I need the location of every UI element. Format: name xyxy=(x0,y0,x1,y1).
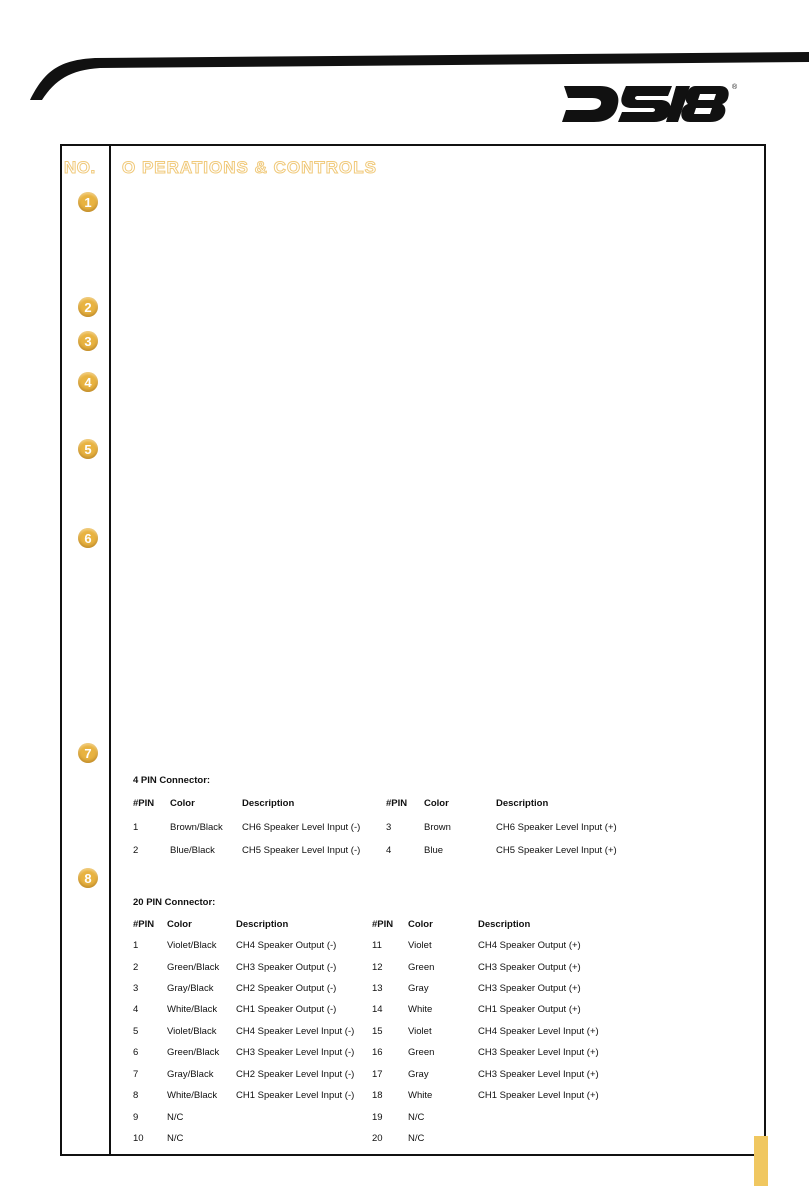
four-pin-header-color: Color xyxy=(170,798,195,809)
four-pin-header-pin: #PIN xyxy=(133,798,155,809)
table-cell: White/Black xyxy=(167,1004,218,1015)
four-pin-header-description-2: Description xyxy=(496,798,549,809)
table-cell: Gray xyxy=(408,1069,429,1080)
table-cell: 17 xyxy=(372,1069,383,1080)
table-cell: CH1 Speaker Level Input (+) xyxy=(478,1090,599,1101)
four-pin-header-description: Description xyxy=(242,798,295,809)
table-cell: 3 xyxy=(386,822,392,833)
table-cell: Green xyxy=(408,962,435,973)
marker-6: 6 xyxy=(78,528,98,548)
registered-mark: ® xyxy=(732,84,738,91)
table-cell: Blue xyxy=(424,845,444,856)
table-cell: Green/Black xyxy=(167,962,220,973)
twenty-pin-header-pin-2: #PIN xyxy=(372,919,394,930)
table-cell: Violet/Black xyxy=(167,1026,217,1037)
table-cell: Violet xyxy=(408,1026,432,1037)
table-cell: Brown/Black xyxy=(170,822,223,833)
table-cell: 4 xyxy=(133,1004,139,1015)
table-cell: 14 xyxy=(372,1004,383,1015)
table-cell: 1 xyxy=(133,822,139,833)
marker-2: 2 xyxy=(78,297,98,317)
table-cell: 13 xyxy=(372,983,383,994)
section-heading: O PERATIONS & CONTROLS xyxy=(122,158,377,177)
table-cell: CH2 Speaker Output (-) xyxy=(236,983,337,994)
table-cell: Violet xyxy=(408,940,432,951)
marker-7: 7 xyxy=(78,743,98,763)
table-cell: 8 xyxy=(133,1090,139,1101)
table-cell: 7 xyxy=(133,1069,139,1080)
table-cell: 19 xyxy=(372,1112,383,1123)
table-cell: N/C xyxy=(408,1112,425,1123)
table-cell: CH2 Speaker Level Input (-) xyxy=(236,1069,355,1080)
number-column-heading: NO. xyxy=(64,158,96,177)
twenty-pin-header-description: Description xyxy=(236,919,289,930)
ds18-logo xyxy=(560,82,730,126)
table-cell: Violet/Black xyxy=(167,940,217,951)
table-cell: CH3 Speaker Level Input (+) xyxy=(478,1069,599,1080)
table-cell: Gray/Black xyxy=(167,1069,214,1080)
table-cell: CH6 Speaker Level Input (-) xyxy=(242,822,361,833)
marker-5: 5 xyxy=(78,439,98,459)
table-cell: 11 xyxy=(372,940,382,951)
table-cell: CH5 Speaker Level Input (-) xyxy=(242,845,361,856)
four-pin-header-pin-2: #PIN xyxy=(386,798,408,809)
table-cell: CH5 Speaker Level Input (+) xyxy=(496,845,617,856)
table-cell: CH3 Speaker Level Input (+) xyxy=(478,1047,599,1058)
table-cell: Blue/Black xyxy=(170,845,215,856)
table-cell: 9 xyxy=(133,1112,139,1123)
table-cell: 4 xyxy=(386,845,392,856)
table-cell: 2 xyxy=(133,962,139,973)
table-cell: White/Black xyxy=(167,1090,218,1101)
table-cell: CH1 Speaker Output (+) xyxy=(478,1004,581,1015)
table-cell: 20 xyxy=(372,1133,383,1144)
table-cell: CH4 Speaker Output (-) xyxy=(236,940,337,951)
table-cell: CH1 Speaker Level Input (-) xyxy=(236,1090,355,1101)
marker-4: 4 xyxy=(78,372,98,392)
table-cell: 5 xyxy=(133,1026,139,1037)
twenty-pin-header-color: Color xyxy=(167,919,192,930)
marker-3: 3 xyxy=(78,331,98,351)
table-cell: CH4 Speaker Level Input (-) xyxy=(236,1026,355,1037)
table-cell: CH4 Speaker Output (+) xyxy=(478,940,581,951)
twenty-pin-header-description-2: Description xyxy=(478,919,531,930)
table-cell: Brown xyxy=(424,822,451,833)
table-cell: 3 xyxy=(133,983,139,994)
table-cell: CH3 Speaker Output (-) xyxy=(236,962,337,973)
column-divider xyxy=(109,144,111,1156)
table-cell: N/C xyxy=(167,1112,184,1123)
table-cell: 12 xyxy=(372,962,383,973)
twenty-pin-title: 20 PIN Connector: xyxy=(133,897,216,908)
table-cell: Gray xyxy=(408,983,429,994)
four-pin-title: 4 PIN Connector: xyxy=(133,775,211,786)
table-cell: 2 xyxy=(133,845,139,856)
table-cell: CH3 Speaker Output (+) xyxy=(478,983,581,994)
table-cell: Green/Black xyxy=(167,1047,220,1058)
four-pin-header-color-2: Color xyxy=(424,798,449,809)
table-cell: 1 xyxy=(133,940,139,951)
table-cell: 10 xyxy=(133,1133,144,1144)
table-cell: 15 xyxy=(372,1026,383,1037)
table-cell: Gray/Black xyxy=(167,983,214,994)
twenty-pin-header-color-2: Color xyxy=(408,919,433,930)
table-cell: CH1 Speaker Output (-) xyxy=(236,1004,337,1015)
table-cell: N/C xyxy=(408,1133,425,1144)
table-cell: 16 xyxy=(372,1047,383,1058)
marker-1: 1 xyxy=(78,192,98,212)
table-cell: CH4 Speaker Level Input (+) xyxy=(478,1026,599,1037)
table-cell: N/C xyxy=(167,1133,184,1144)
marker-8: 8 xyxy=(78,868,98,888)
table-cell: 6 xyxy=(133,1047,139,1058)
table-cell: CH6 Speaker Level Input (+) xyxy=(496,822,617,833)
twenty-pin-header-pin: #PIN xyxy=(133,919,155,930)
page-edge-tab xyxy=(754,1136,768,1186)
table-cell: CH3 Speaker Level Input (-) xyxy=(236,1047,355,1058)
table-cell: Green xyxy=(408,1047,435,1058)
table-cell: White xyxy=(408,1090,433,1101)
table-cell: 18 xyxy=(372,1090,383,1101)
table-cell: White xyxy=(408,1004,433,1015)
table-cell: CH3 Speaker Output (+) xyxy=(478,962,581,973)
